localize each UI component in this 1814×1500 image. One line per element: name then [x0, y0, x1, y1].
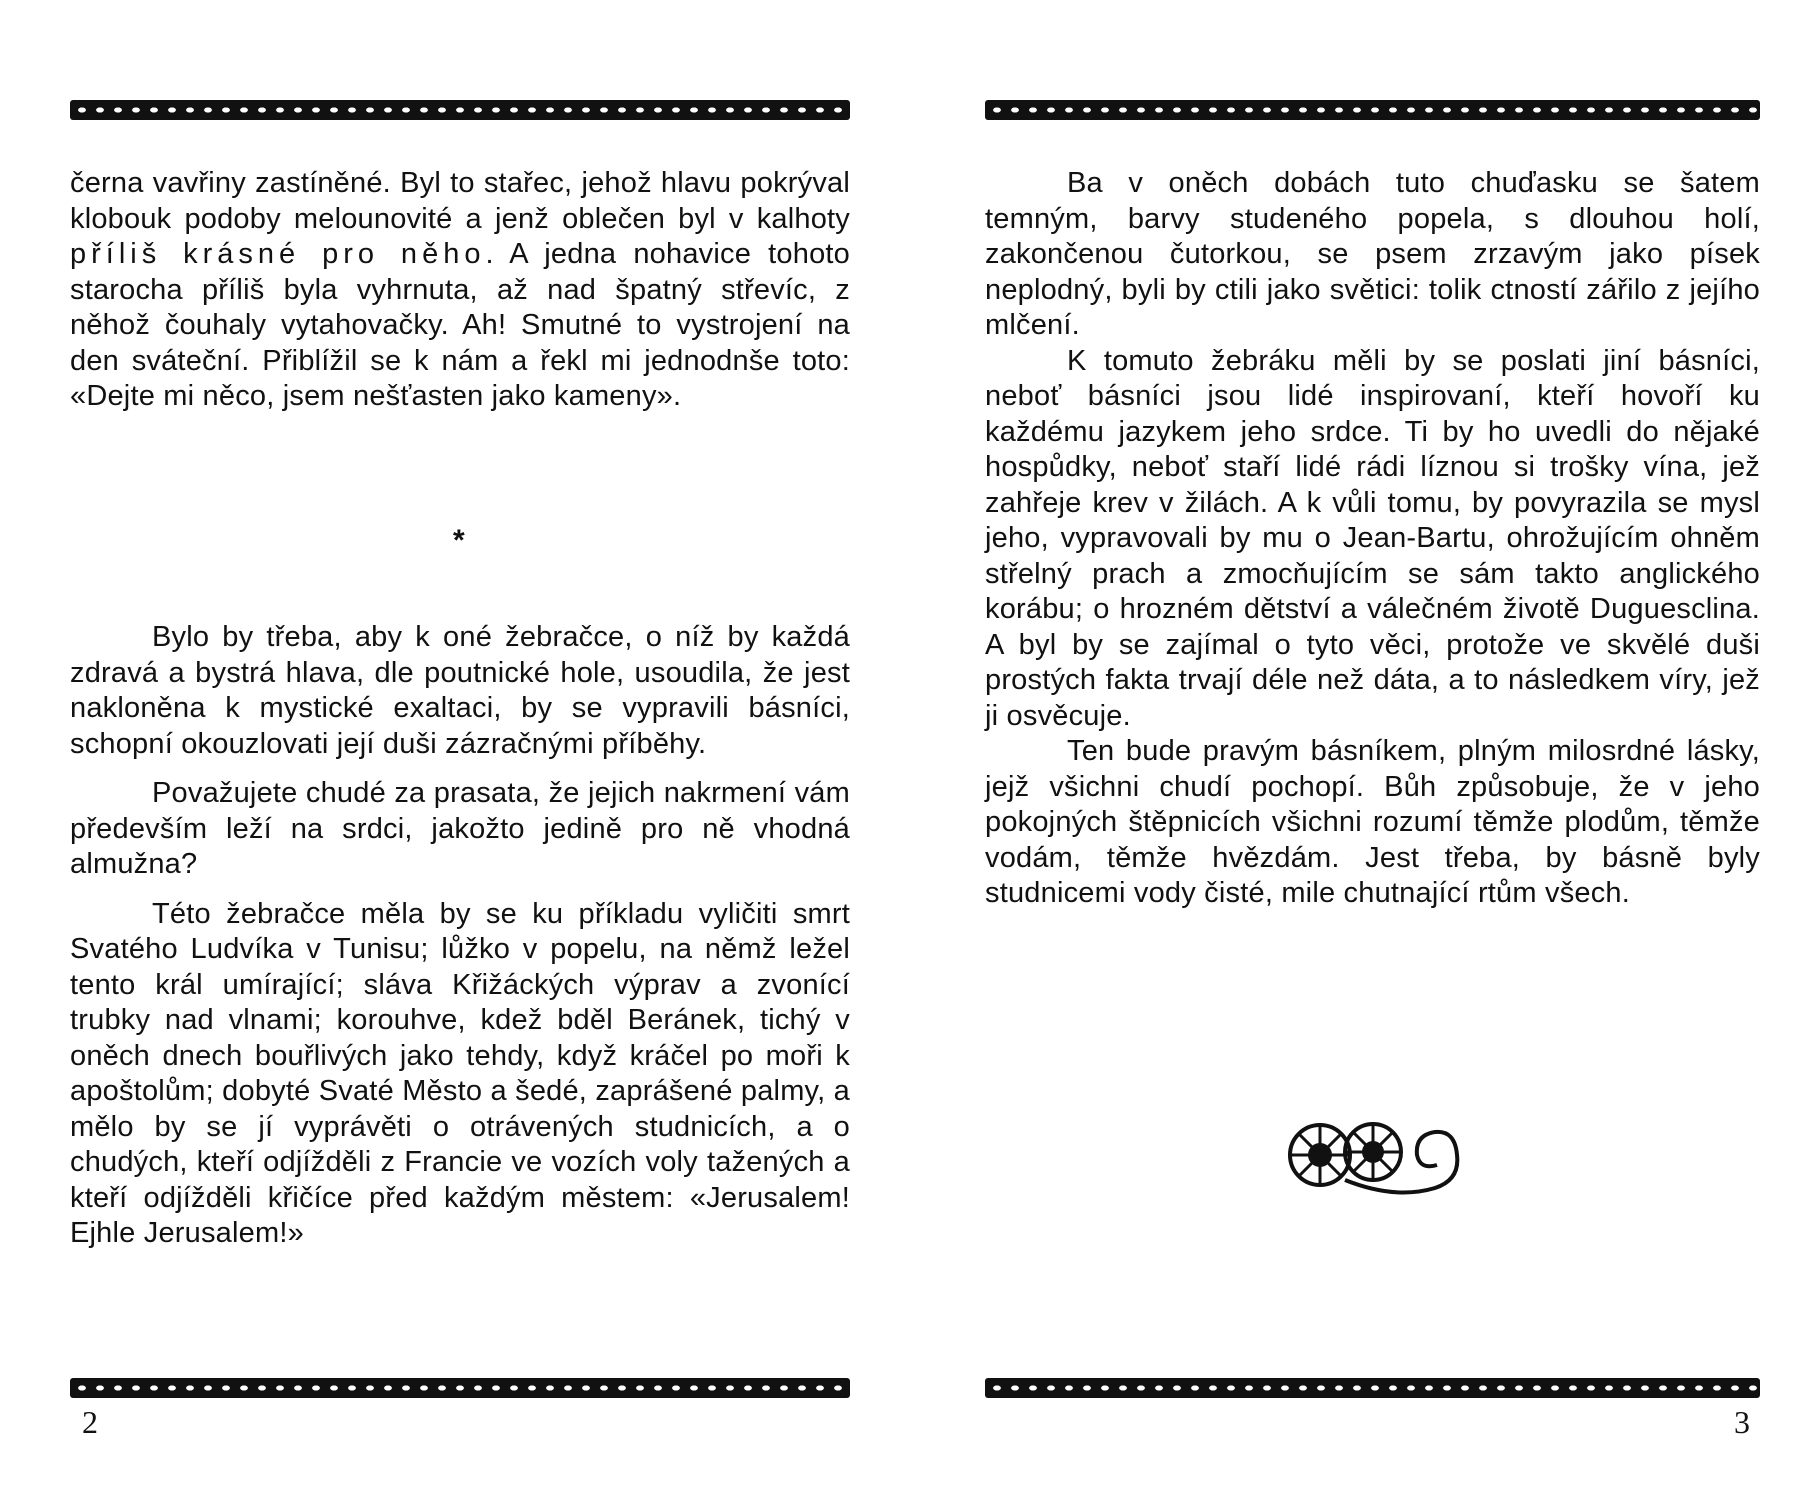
text-run: černa vavřiny zastíněné. Byl to stařec, jehož hlavu pokrýval klobouk podoby melounovité a jenž oblečen byl v kalhoty — [70, 167, 850, 235]
paragraph: Ba v oněch dobách tuto chuďasku se šatem temným, barvy studeného popela, s dlouhou holí, zakončenou čutorkou, se psem zrzavým jako písek neplodný, byli by ctili jako světici: tolik ctností zářilo z jejího mlčení. — [985, 167, 1760, 341]
paragraph: Bylo by třeba, aby k oné žebračce, o níž by každá zdravá a bystrá hlava, dle poutnické hole, usoudila, že jest nakloněna k mystické exaltaci, by se vypravili básníci, schopní okouzlovati její duši zázračnými příběhy. — [70, 621, 850, 760]
paragraph: Považujete chudé za prasata, že jejich nakrmení vám především leží na srdci, jakožto jedině pro ně vhodná almužna? — [70, 777, 850, 880]
paragraph: K tomuto žebráku měli by se poslati jiní básníci, neboť básníci jsou lidé inspirovaní, kteří hovoří ku každému jazykem jeho srdce. Ti by ho uvedli do nějaké hospůdky, neboť staří lidé rádi líznou si trošky vína, jež zahřeje krev v žilách. A k vůli tomu, by povyrazila se mysl jeho, vypravovali by mu o Jean-Bartu, ohrožujícím ohněm střelný prach a zmocňujícím se sám takto anglického korábu; o hrozném dětství a válečném životě Duguesclina. A byl by se zajímal o tyto věci, protože ve skvělé duši prostých fakta trvají déle než dáta, a to následkem víry, jež ji osvěcuje. — [985, 344, 1760, 732]
bottom-decorative-border — [985, 1378, 1760, 1398]
paragraph — [70, 166, 850, 415]
flower-spiral-ornament-icon — [1275, 1110, 1475, 1210]
section-separator: * — [453, 524, 465, 557]
text-run: . A jedna nohavice tohoto starocha příliš byla vyhrnuta, až nad špatný střevíc, z něhož čouhaly vytahovačky. Ah! Smutné to vystrojení na den sváteční. Přiblížil se k nám a řekl mi jednodnše toto: «Dejte mi něco, jsem nešťasten jako kameny». — [70, 238, 850, 412]
paragraph: Ten bude pravým básníkem, plným milosrdné lásky, jejž všichni chudí pochopí. Bůh způsobuje, že v jeho pokojných štěpnicích všichni rozumí těmže plodům, těmže vodám, těmže hvězdám. Jest třeba, by básně byly studnicemi vody čisté, mile chutnající rtům všech. — [985, 735, 1760, 909]
bottom-decorative-border — [70, 1378, 850, 1398]
page-number: 3 — [1734, 1404, 1750, 1440]
left-bottom-text — [70, 620, 850, 1252]
paragraph: Této žebračce měla by se ku příkladu vyličiti smrt Svatého Ludvíka v Tunisu; lůžko v popelu, na němž ležel tento král umírající; sláva Křižáckých výprav a zvonící trubky nad vlnami; korouhve, kdež bděl Beránek, tichý v oněch dnech bouřlivých jako tehdy, když kráčel po moři k apoštolům; dobyté Svaté Město a šedé, zaprášené palmy, a mělo by se jí vyprávěti o otrávených studnicích, a o chudých, kteří odjížděli z Francie ve vozích voly tažených a kteří odjížděli křičíce před každým městem: «Jerusalem! Ejhle Jerusalem!» — [70, 897, 850, 1249]
left-top-text — [70, 166, 850, 415]
right-page-text — [985, 166, 1760, 912]
right-page — [985, 0, 1760, 1500]
top-decorative-border — [985, 100, 1760, 120]
emphasized-text: příliš krásné pro něho — [70, 238, 486, 270]
page-number: 2 — [82, 1404, 98, 1440]
left-page — [70, 0, 850, 1500]
top-decorative-border — [70, 100, 850, 120]
